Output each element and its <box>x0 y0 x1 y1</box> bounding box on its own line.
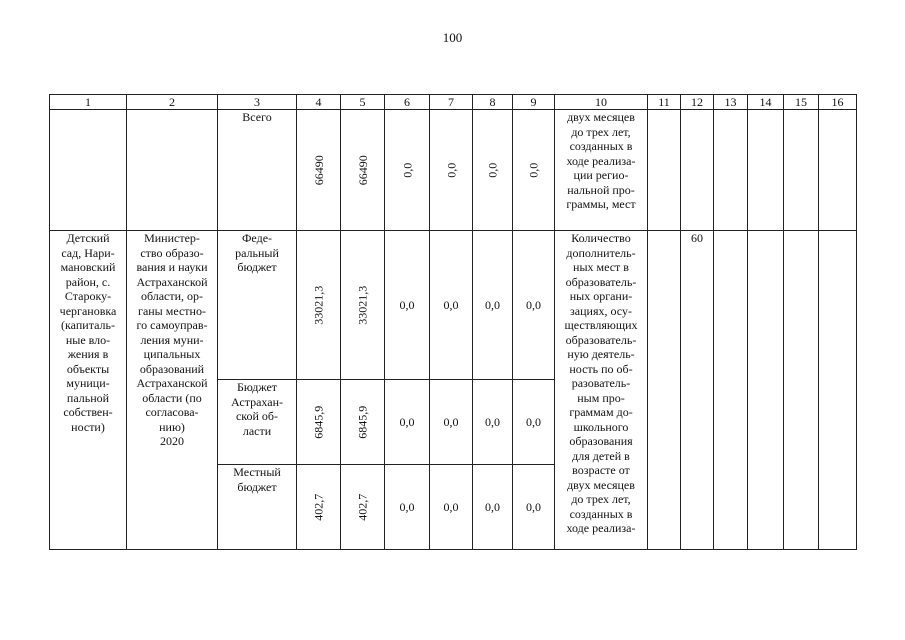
amount-total-col6: 0,0 <box>385 110 430 231</box>
cell-empty <box>819 231 857 550</box>
page-number: 100 <box>442 30 463 45</box>
cell-empty <box>714 110 748 231</box>
amount-regional-col4: 6845,9 <box>297 380 341 465</box>
header-col-15: 15 <box>784 95 819 110</box>
financing-table <box>49 94 857 550</box>
cell-empty <box>784 231 819 550</box>
cell-empty <box>127 110 218 231</box>
header-col-13: 13 <box>714 95 748 110</box>
header-col-9: 9 <box>513 95 555 110</box>
header-row <box>50 95 857 110</box>
budget-source-total: Всего <box>218 110 297 231</box>
amount-regional-col5: 6845,9 <box>341 380 385 465</box>
amount-federal-col7: 0,0 <box>430 231 473 380</box>
cell-empty <box>648 231 681 550</box>
cell-empty <box>50 110 127 231</box>
indicator-text-continued: двух месяцев до трех лет, созданных в ходе реализа- ции регио- нальной про- граммы, мест <box>555 110 648 231</box>
amount-local-col6: 0,0 <box>385 465 430 550</box>
amount-local-col8: 0,0 <box>473 465 513 550</box>
header-col-3: 3 <box>218 95 297 110</box>
amount-local-col5: 402,7 <box>341 465 385 550</box>
cell-empty <box>714 231 748 550</box>
amount-federal-col9: 0,0 <box>513 231 555 380</box>
amount-local-col4: 402,7 <box>297 465 341 550</box>
header-col-10: 10 <box>555 95 648 110</box>
amount-federal-col6: 0,0 <box>385 231 430 380</box>
amount-regional-col7: 0,0 <box>430 380 473 465</box>
header-col-11: 11 <box>648 95 681 110</box>
amount-local-col7: 0,0 <box>430 465 473 550</box>
amount-regional-col9: 0,0 <box>513 380 555 465</box>
amount-regional-col8: 0,0 <box>473 380 513 465</box>
budget-source-local: Местный бюджет <box>218 465 297 550</box>
header-col-12: 12 <box>681 95 714 110</box>
cell-empty <box>648 110 681 231</box>
budget-source-federal: Феде- ральный бюджет <box>218 231 297 380</box>
amount-total-col8: 0,0 <box>473 110 513 231</box>
responsible-executor: Министер- ство образо- вания и науки Астраханской области, ор- ганы местно- го самоуправ- ления муни- ципальных образований Астраханской области (по согласова- нию) 2020 <box>127 231 218 550</box>
cell-empty <box>681 110 714 231</box>
amount-total-col9: 0,0 <box>513 110 555 231</box>
amount-total-col5: 66490 <box>341 110 385 231</box>
cell-empty <box>748 110 784 231</box>
header-col-7: 7 <box>430 95 473 110</box>
amount-total-col7: 0,0 <box>430 110 473 231</box>
indicator-text: Количество дополнитель- ных мест в образователь- ных органи- зациях, осу- ществляющих образователь- ную деятель- ность по об- разователь- ным про- граммам до- школьного образования для детей в возрасте от двух месяцев до трех лет, созданных в ходе реализа- <box>555 231 648 550</box>
amount-federal-col4: 33021,3 <box>297 231 341 380</box>
header-col-4: 4 <box>297 95 341 110</box>
table-row-total <box>50 110 857 231</box>
header-col-8: 8 <box>473 95 513 110</box>
amount-regional-col6: 0,0 <box>385 380 430 465</box>
table-row-federal <box>50 231 857 380</box>
cell-empty <box>748 231 784 550</box>
amount-federal-col8: 0,0 <box>473 231 513 380</box>
header-col-1: 1 <box>50 95 127 110</box>
cell-empty <box>819 110 857 231</box>
header-col-14: 14 <box>748 95 784 110</box>
header-col-2: 2 <box>127 95 218 110</box>
indicator-value-2020: 60 <box>681 231 714 550</box>
header-col-5: 5 <box>341 95 385 110</box>
cell-empty <box>784 110 819 231</box>
object-name: Детский сад, Нари- мановский район, с. Староку- чергановка (капиталь- ные вло- жения в объекты муници- пальной собствен- ности) <box>50 231 127 550</box>
header-col-16: 16 <box>819 95 857 110</box>
amount-federal-col5: 33021,3 <box>341 231 385 380</box>
budget-source-regional: Бюджет Астрахан- ской об- ласти <box>218 380 297 465</box>
amount-local-col9: 0,0 <box>513 465 555 550</box>
amount-total-col4: 66490 <box>297 110 341 231</box>
header-col-6: 6 <box>385 95 430 110</box>
